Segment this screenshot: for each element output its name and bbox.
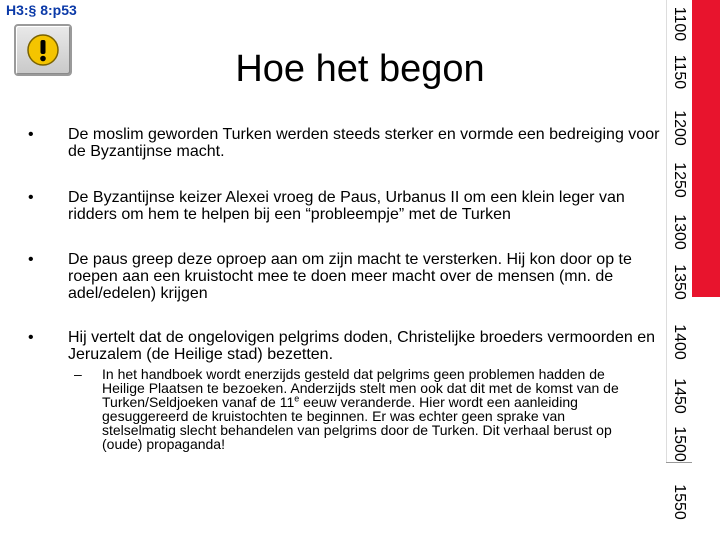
bullet-text: Hij vertelt dat de ongelovigen pelgrims doden, Christelijke broeders vermoorden en Jeruzalem (de Heilige stad) bezetten. [68,329,655,363]
timeline-year: 1500 [671,426,688,462]
timeline-year: 1400 [671,324,688,360]
sub-bullet-marker: – [74,366,82,382]
timeline-year: 1150 [671,54,688,90]
bullet-text: De Byzantijnse keizer Alexei vroeg de Paus, Urbanus II om een klein leger van ridders om hem te helpen bij een “probleempje” met de Turken [68,189,625,223]
list-item [28,251,668,302]
timeline-year: 1300 [671,214,688,250]
timeline-year: 1250 [671,162,688,198]
timeline [666,0,720,540]
sub-text-part: eeuw veranderde. Hier wordt een aanleiding gesuggereerd de kruistochten te beginnen. Er was echter geen sprake van stelselmatig slecht behandelen van pelgrims door de Turken. Dit verhaal berust op (oude) propaganda! [102,394,612,452]
page-reference: H3:§ 8:p53 [6,2,77,18]
page-title: Hoe het begon [235,48,485,90]
bullet-marker: • [28,329,34,346]
timeline-year: 1200 [671,110,688,146]
bullet-marker: • [28,126,34,143]
timeline-year: 1350 [671,264,688,300]
timeline-year: 1450 [671,378,688,414]
list-item [28,126,668,160]
bullet-marker: • [28,251,34,268]
sub-list-item [74,367,634,451]
timeline-highlight [692,0,720,297]
bullet-marker: • [28,189,34,206]
bullet-text: De moslim geworden Turken werden steeds sterker en vormde een bedreiging voor de Byzantijnse macht. [68,126,660,160]
sub-text-part: In het handboek wordt enerzijds gesteld dat pelgrims geen problemen hadden de Heilige Plaatsen te bezoeken. Anderzijds stelt men ook dat dit met de komst van de Turken/Seldjoeken vanaf de 11 [102,366,619,410]
superscript: e [294,393,300,404]
sub-bullet-text [102,367,634,451]
list-item [28,189,668,223]
timeline-year: 1550 [666,462,692,541]
bullet-text: De paus greep deze oproep aan om zijn macht te versterken. Hij kon door op te roepen aan een kruistocht mee te doen meer macht over de mensen (mn. de adel/edelen) krijgen [68,251,632,302]
timeline-year: 1100 [671,6,688,42]
list-item [28,329,668,363]
